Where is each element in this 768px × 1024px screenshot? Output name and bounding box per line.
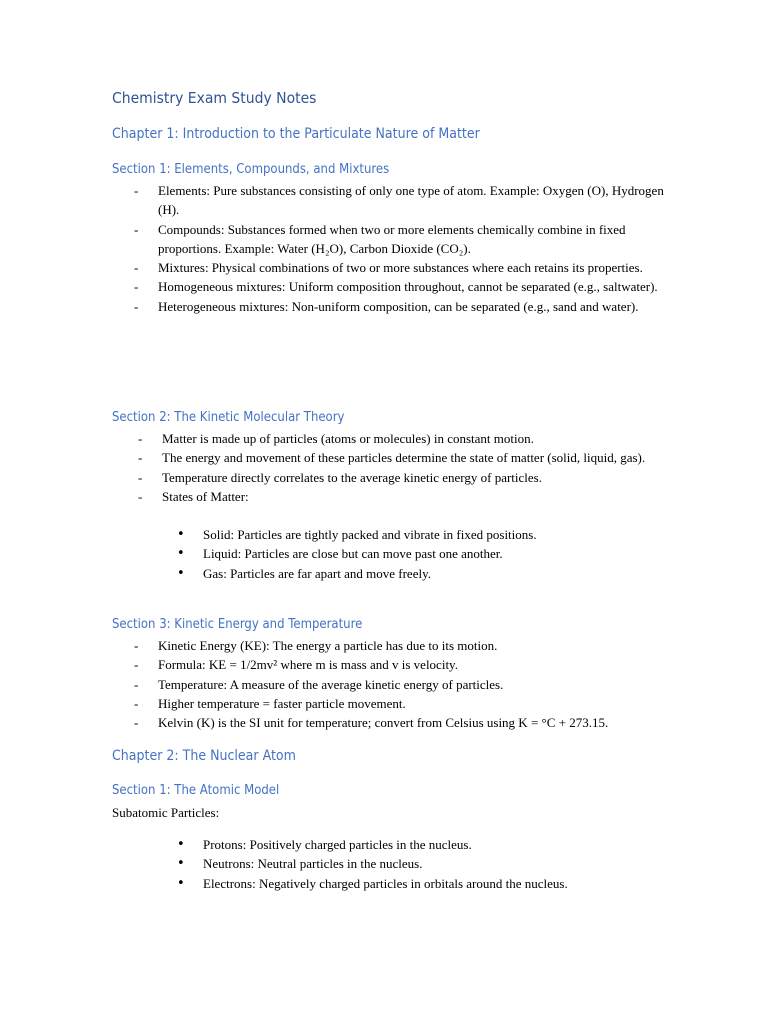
- bullet-marker: •: [177, 546, 185, 562]
- list-item-text: Homogeneous mixtures: Uniform composition throughout, cannot be separated (e.g., saltwater).: [158, 279, 658, 295]
- list-item: [177, 525, 663, 544]
- dash-marker: -: [138, 431, 143, 446]
- list-item: [138, 429, 662, 448]
- list-item: [177, 874, 683, 893]
- list-item-text: Liquid: Particles are close but can move past one another.: [203, 546, 503, 562]
- list-item-text: Temperature: A measure of the average kinetic energy of particles.: [158, 676, 504, 692]
- list-item: [177, 854, 683, 873]
- list-item: [134, 181, 668, 220]
- list-item: [138, 468, 662, 487]
- subatomic-particles-list: [177, 835, 683, 893]
- list-item-text: Kinetic Energy (KE): The energy a particle has due to its motion.: [158, 638, 498, 653]
- chapter-1-section-2-heading: Section 2: The Kinetic Molecular Theory: [112, 410, 345, 425]
- states-of-matter-list: [177, 525, 663, 583]
- list-item-text: Neutrons: Neutral particles in the nucleus.: [203, 856, 423, 872]
- bullet-marker: •: [177, 856, 185, 872]
- bullet-marker: •: [177, 527, 185, 542]
- dash-marker: -: [134, 260, 139, 276]
- list-item: [134, 297, 668, 316]
- list-item: [134, 655, 698, 674]
- chapter-2-section-1-heading: Section 1: The Atomic Model: [112, 783, 280, 798]
- list-item: [177, 564, 663, 583]
- list-item: [134, 258, 668, 277]
- list-item-text: Heterogeneous mixtures: Non-uniform composition, can be separated (e.g., sand and water).: [158, 298, 639, 314]
- list-item: [138, 448, 662, 467]
- list-item-text: Kelvin (K) is the SI unit for temperature; convert from Celsius using K = °C + 273.15.: [158, 715, 609, 731]
- list-item: [134, 636, 698, 655]
- elements-compounds-list: [134, 181, 668, 316]
- list-item: [134, 694, 698, 713]
- list-item: [134, 220, 668, 259]
- list-item-text: Solid: Particles are tightly packed and vibrate in fixed positions.: [203, 527, 537, 542]
- list-item-text: The energy and movement of these particles determine the state of matter (solid, liquid, gas).: [162, 450, 646, 466]
- kinetic-energy-list: [134, 636, 698, 732]
- kinetic-theory-list: [138, 429, 662, 506]
- dash-marker: -: [134, 298, 139, 314]
- list-item-text: Matter is made up of particles (atoms or molecules) in constant motion.: [162, 431, 534, 446]
- dash-marker: -: [134, 657, 139, 673]
- list-item-text: Higher temperature = faster particle movement.: [158, 695, 406, 711]
- list-item-text: Formula: KE = 1/2mv² where m is mass and v is velocity.: [158, 657, 458, 673]
- list-item-text: Mixtures: Physical combinations of two or more substances where each retains its properties.: [158, 260, 643, 276]
- document-title: Chemistry Exam Study Notes: [112, 89, 317, 107]
- dash-marker: -: [138, 450, 143, 466]
- dash-marker: -: [134, 638, 139, 653]
- bullet-marker: •: [177, 875, 185, 891]
- list-item-text: Compounds: Substances formed when two or more elements chemically combine in fixed proportions. Example: Water (H₂O), Carbon Dioxide (CO₂).: [158, 221, 626, 256]
- dash-marker: -: [134, 715, 139, 731]
- dash-marker: -: [134, 183, 139, 198]
- dash-marker: -: [134, 279, 139, 295]
- chapter-1-heading: Chapter 1: Introduction to the Particulate Nature of Matter: [112, 126, 480, 142]
- list-item-text: Temperature directly correlates to the average kinetic energy of particles.: [162, 469, 542, 485]
- bullet-marker: •: [177, 837, 185, 852]
- list-item-text: Protons: Positively charged particles in the nucleus.: [203, 837, 472, 852]
- chapter-2-heading: Chapter 2: The Nuclear Atom: [112, 748, 296, 764]
- bullet-marker: •: [177, 565, 185, 581]
- subatomic-particles-label: Subatomic Particles:: [112, 805, 220, 820]
- list-item-text: Electrons: Negatively charged particles in orbitals around the nucleus.: [203, 875, 568, 891]
- list-item: [134, 713, 698, 732]
- list-item: [177, 544, 663, 563]
- dash-marker: -: [138, 469, 143, 485]
- list-item: [134, 277, 668, 296]
- list-item: [177, 835, 683, 854]
- list-item: [134, 675, 698, 694]
- dash-marker: -: [134, 695, 139, 711]
- dash-marker: -: [134, 221, 139, 237]
- list-item-text: Gas: Particles are far apart and move freely.: [203, 565, 431, 581]
- list-item-text: States of Matter:: [162, 488, 249, 504]
- list-item: [138, 487, 662, 506]
- list-item-text: Elements: Pure substances consisting of only one type of atom. Example: Oxygen (O), Hydrogen (H).: [158, 183, 664, 218]
- chapter-1-section-1-heading: Section 1: Elements, Compounds, and Mixtures: [112, 162, 390, 177]
- dash-marker: -: [138, 488, 143, 504]
- dash-marker: -: [134, 676, 139, 692]
- chapter-1-section-3-heading: Section 3: Kinetic Energy and Temperature: [112, 617, 363, 632]
